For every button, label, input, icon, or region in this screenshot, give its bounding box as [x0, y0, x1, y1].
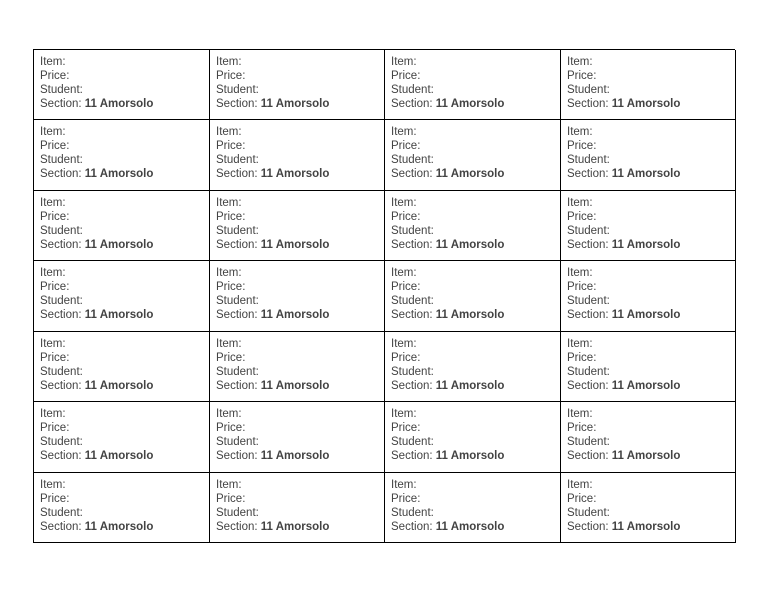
- section-line: [40, 97, 203, 111]
- section-value: 11 Amorsolo: [611, 520, 681, 533]
- price-tag-label: [210, 261, 385, 331]
- section-line: [391, 449, 554, 463]
- student-label: Student:: [567, 506, 610, 519]
- section-value: 11 Amorsolo: [435, 98, 505, 110]
- student-label: Student:: [567, 365, 610, 378]
- student-label: Student:: [216, 506, 259, 519]
- section-label: Section:: [216, 309, 258, 322]
- price-tag-label: [561, 332, 736, 402]
- price-tag-label-sheet: [33, 49, 735, 543]
- section-line: [567, 308, 729, 322]
- section-label: Section:: [567, 520, 609, 533]
- price-tag-label: [34, 120, 210, 190]
- price-label: Price:: [216, 351, 246, 364]
- price-tag-label: [34, 473, 210, 543]
- student-label: Student:: [40, 436, 83, 449]
- item-label: Item:: [567, 337, 593, 350]
- student-label: Student:: [391, 84, 434, 96]
- student-label: Student:: [40, 84, 83, 96]
- student-label: Student:: [40, 295, 83, 308]
- price-label: Price:: [216, 140, 246, 153]
- section-label: Section:: [40, 379, 82, 392]
- section-line: [391, 308, 554, 322]
- section-line: [40, 308, 203, 322]
- section-value: 11 Amorsolo: [435, 520, 505, 533]
- price-tag-label: [385, 332, 561, 402]
- section-line: [40, 449, 203, 463]
- price-tag-label: [385, 402, 561, 472]
- item-label: Item:: [216, 478, 242, 491]
- section-label: Section:: [391, 450, 433, 463]
- item-label: Item:: [391, 408, 417, 421]
- section-label: Section:: [567, 238, 609, 251]
- student-label: Student:: [216, 295, 259, 308]
- price-label: Price:: [216, 70, 246, 82]
- price-tag-label: [34, 332, 210, 402]
- price-label: Price:: [40, 492, 70, 505]
- section-value: 11 Amorsolo: [260, 379, 330, 392]
- section-value: 11 Amorsolo: [84, 520, 154, 533]
- price-tag-label: [385, 191, 561, 261]
- price-label: Price:: [567, 351, 597, 364]
- section-label: Section:: [40, 309, 82, 322]
- price-tag-label: [210, 473, 385, 543]
- item-label: Item:: [40, 337, 66, 350]
- item-label: Item:: [40, 196, 66, 209]
- price-label: Price:: [567, 140, 597, 153]
- item-label: Item:: [40, 408, 66, 421]
- price-label: Price:: [216, 281, 246, 294]
- student-label: Student:: [391, 506, 434, 519]
- section-line: [567, 449, 729, 463]
- item-label: Item:: [216, 408, 242, 421]
- student-label: Student:: [40, 154, 83, 167]
- student-label: Student:: [391, 224, 434, 237]
- section-line: [391, 167, 554, 181]
- price-label: Price:: [391, 70, 421, 82]
- price-label: Price:: [216, 210, 246, 223]
- section-value: 11 Amorsolo: [611, 98, 681, 110]
- price-tag-label: [385, 120, 561, 190]
- section-line: [567, 167, 729, 181]
- section-value: 11 Amorsolo: [435, 450, 505, 463]
- item-label: Item:: [567, 126, 593, 139]
- item-label: Item:: [391, 337, 417, 350]
- section-label: Section:: [391, 309, 433, 322]
- section-label: Section:: [40, 98, 82, 110]
- price-tag-label: [210, 332, 385, 402]
- section-line: [391, 97, 554, 111]
- price-tag-label: [385, 473, 561, 543]
- price-label: Price:: [40, 351, 70, 364]
- item-label: Item:: [40, 267, 66, 280]
- student-label: Student:: [391, 295, 434, 308]
- section-label: Section:: [567, 98, 609, 110]
- price-label: Price:: [567, 422, 597, 435]
- section-label: Section:: [216, 238, 258, 251]
- section-label: Section:: [391, 520, 433, 533]
- price-tag-label: [385, 50, 561, 120]
- section-value: 11 Amorsolo: [611, 450, 681, 463]
- section-label: Section:: [40, 520, 82, 533]
- section-line: [40, 379, 203, 393]
- section-value: 11 Amorsolo: [435, 168, 505, 181]
- student-label: Student:: [391, 365, 434, 378]
- section-value: 11 Amorsolo: [260, 98, 330, 110]
- section-label: Section:: [567, 379, 609, 392]
- price-label: Price:: [40, 422, 70, 435]
- item-label: Item:: [391, 196, 417, 209]
- price-label: Price:: [567, 210, 597, 223]
- section-label: Section:: [567, 309, 609, 322]
- price-label: Price:: [216, 422, 246, 435]
- student-label: Student:: [567, 84, 610, 96]
- section-value: 11 Amorsolo: [435, 238, 505, 251]
- section-value: 11 Amorsolo: [84, 98, 154, 110]
- item-label: Item:: [567, 56, 593, 68]
- section-line: [216, 449, 378, 463]
- item-label: Item:: [216, 196, 242, 209]
- student-label: Student:: [40, 224, 83, 237]
- item-label: Item:: [40, 478, 66, 491]
- price-label: Price:: [40, 210, 70, 223]
- section-value: 11 Amorsolo: [611, 309, 681, 322]
- price-tag-label: [561, 120, 736, 190]
- section-label: Section:: [216, 450, 258, 463]
- section-label: Section:: [567, 168, 609, 181]
- section-line: [391, 238, 554, 252]
- section-label: Section:: [216, 379, 258, 392]
- section-line: [567, 97, 729, 111]
- section-line: [216, 520, 378, 534]
- price-label: Price:: [391, 140, 421, 153]
- section-line: [216, 97, 378, 111]
- price-tag-label: [210, 50, 385, 120]
- price-tag-label: [210, 402, 385, 472]
- section-line: [567, 520, 729, 534]
- section-line: [216, 379, 378, 393]
- price-label: Price:: [567, 281, 597, 294]
- section-line: [40, 167, 203, 181]
- section-value: 11 Amorsolo: [435, 379, 505, 392]
- item-label: Item:: [216, 267, 242, 280]
- price-label: Price:: [567, 492, 597, 505]
- item-label: Item:: [216, 126, 242, 139]
- section-line: [567, 238, 729, 252]
- price-tag-label: [561, 50, 736, 120]
- section-label: Section:: [216, 520, 258, 533]
- item-label: Item:: [391, 126, 417, 139]
- student-label: Student:: [391, 436, 434, 449]
- student-label: Student:: [567, 154, 610, 167]
- item-label: Item:: [567, 267, 593, 280]
- section-label: Section:: [40, 450, 82, 463]
- student-label: Student:: [216, 365, 259, 378]
- price-label: Price:: [391, 351, 421, 364]
- student-label: Student:: [216, 224, 259, 237]
- section-value: 11 Amorsolo: [611, 238, 681, 251]
- student-label: Student:: [567, 436, 610, 449]
- price-label: Price:: [391, 422, 421, 435]
- price-tag-label: [34, 261, 210, 331]
- item-label: Item:: [567, 196, 593, 209]
- price-tag-label: [210, 120, 385, 190]
- student-label: Student:: [216, 84, 259, 96]
- section-value: 11 Amorsolo: [611, 168, 681, 181]
- price-tag-label: [561, 473, 736, 543]
- section-line: [391, 379, 554, 393]
- student-label: Student:: [216, 154, 259, 167]
- price-tag-label: [561, 191, 736, 261]
- section-value: 11 Amorsolo: [611, 379, 681, 392]
- section-label: Section:: [40, 238, 82, 251]
- section-line: [567, 379, 729, 393]
- section-line: [216, 238, 378, 252]
- price-tag-label: [210, 191, 385, 261]
- section-value: 11 Amorsolo: [84, 238, 154, 251]
- section-label: Section:: [391, 168, 433, 181]
- section-line: [216, 167, 378, 181]
- section-value: 11 Amorsolo: [260, 520, 330, 533]
- item-label: Item:: [567, 408, 593, 421]
- section-line: [40, 520, 203, 534]
- section-line: [216, 308, 378, 322]
- section-line: [40, 238, 203, 252]
- price-label: Price:: [391, 281, 421, 294]
- price-tag-label: [561, 261, 736, 331]
- section-value: 11 Amorsolo: [260, 309, 330, 322]
- student-label: Student:: [216, 436, 259, 449]
- price-label: Price:: [391, 210, 421, 223]
- item-label: Item:: [391, 478, 417, 491]
- price-tag-label: [34, 402, 210, 472]
- student-label: Student:: [40, 506, 83, 519]
- section-label: Section:: [567, 450, 609, 463]
- price-tag-label: [561, 402, 736, 472]
- section-value: 11 Amorsolo: [84, 168, 154, 181]
- section-label: Section:: [391, 379, 433, 392]
- section-label: Section:: [216, 98, 258, 110]
- item-label: Item:: [40, 126, 66, 139]
- price-label: Price:: [40, 140, 70, 153]
- item-label: Item:: [216, 337, 242, 350]
- section-value: 11 Amorsolo: [260, 238, 330, 251]
- price-tag-label: [385, 261, 561, 331]
- section-label: Section:: [391, 238, 433, 251]
- section-value: 11 Amorsolo: [84, 309, 154, 322]
- section-label: Section:: [216, 168, 258, 181]
- student-label: Student:: [567, 224, 610, 237]
- price-label: Price:: [40, 281, 70, 294]
- price-label: Price:: [216, 492, 246, 505]
- item-label: Item:: [40, 56, 66, 68]
- price-tag-label: [34, 191, 210, 261]
- student-label: Student:: [40, 365, 83, 378]
- section-line: [391, 520, 554, 534]
- section-value: 11 Amorsolo: [84, 379, 154, 392]
- item-label: Item:: [391, 267, 417, 280]
- section-value: 11 Amorsolo: [84, 450, 154, 463]
- item-label: Item:: [391, 56, 417, 68]
- section-value: 11 Amorsolo: [260, 450, 330, 463]
- price-label: Price:: [40, 70, 70, 82]
- item-label: Item:: [567, 478, 593, 491]
- section-value: 11 Amorsolo: [435, 309, 505, 322]
- section-label: Section:: [40, 168, 82, 181]
- section-value: 11 Amorsolo: [260, 168, 330, 181]
- student-label: Student:: [391, 154, 434, 167]
- price-tag-label: [34, 50, 210, 120]
- item-label: Item:: [216, 56, 242, 68]
- student-label: Student:: [567, 295, 610, 308]
- price-label: Price:: [391, 492, 421, 505]
- price-label: Price:: [567, 70, 597, 82]
- section-label: Section:: [391, 98, 433, 110]
